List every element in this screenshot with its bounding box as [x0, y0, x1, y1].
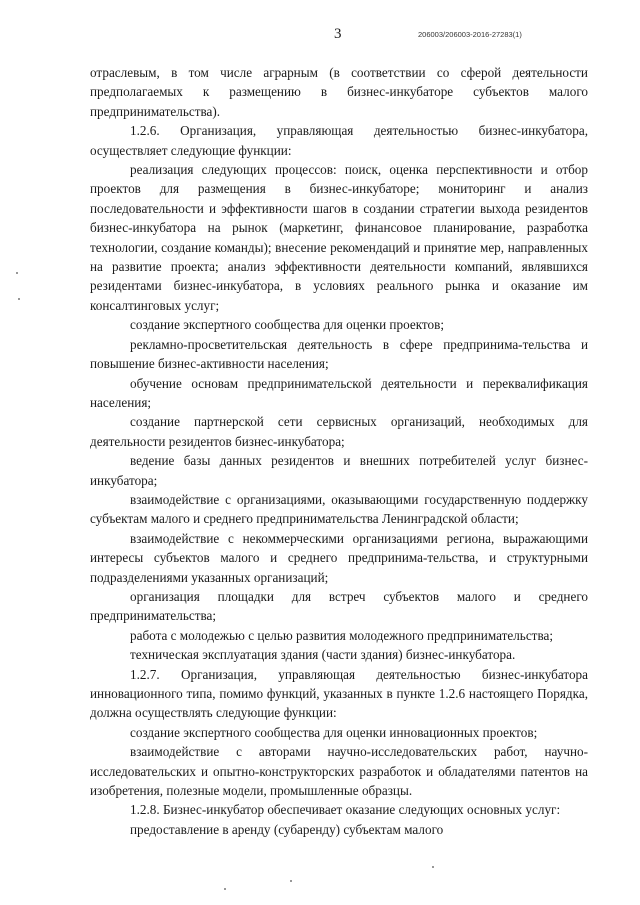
scan-speck — [224, 888, 226, 890]
paragraph: создание партнерской сети сервисных организаций, необходимых для деятельности резидентов бизнес-инкубатора; — [90, 414, 588, 449]
scan-speck — [432, 866, 434, 868]
paragraph: взаимодействие с некоммерческими организациями региона, выражающими интересы субъектов малого и среднего предпринима-тельства, и структурными подразделениями указанных организаций; — [90, 530, 588, 585]
paragraph: создание экспертного сообщества для оценки инновационных проектов; — [130, 724, 538, 740]
paragraph: обучение основам предпринимательской деятельности и переквалификация населения; — [90, 375, 588, 410]
paragraph: отраслевым, в том числе аграрным (в соответствии со сферой деятельности предполагаемых к размещению в бизнес-инкубаторе субъектов малого предпринимательства). — [90, 65, 588, 119]
scan-speck — [18, 298, 20, 300]
page-number: 3 — [334, 26, 342, 42]
paragraph: реализация следующих процессов: поиск, оценка перспективности и отбор проектов для размещения в бизнес-инкубаторе; мониторинг и анализ последовательности и эффективности шагов в создании стратегии выхода резидентов бизнес-инкубатора на рынок (маркетинг, финансовое планирование, разработка технологии, создание команды); внесение рекомендаций и принятие мер, направленных на развитие проекта; анализ эффективности деятельности компаний, являвшихся резидентами бизнес-инкубатора, в условиях реального рынка и оказание им консалтинговых услуг; — [90, 162, 588, 313]
scan-speck — [290, 880, 292, 882]
paragraph: взаимодействие с авторами научно-исследовательских работ, научно-исследовательских и опытно-конструкторских разработок и обладателями патентов на изобретения, полезные модели, промышленные образцы. — [90, 744, 588, 799]
paragraph: создание экспертного сообщества для оценки проектов; — [130, 317, 445, 333]
paragraph: техническая эксплуатация здания (части здания) бизнес-инкубатора. — [130, 647, 516, 663]
paragraph: 1.2.6. Организация, управляющая деятельностью бизнес-инкубатора, осуществляет следующие функции: — [90, 123, 588, 158]
paragraph: работа с молодежью с целью развития молодежного предпринимательства; — [130, 627, 554, 643]
paragraph: рекламно-просветительская деятельность в сфере предпринима-тельства и повышение бизнес-активности населения; — [90, 336, 588, 372]
paragraph: 1.2.7. Организация, управляющая деятельностью бизнес-инкубатора инновационного типа, помимо функций, указанных в пункте 1.2.6 настоящего Порядка, должна осуществлять следующие функции: — [90, 666, 588, 721]
paragraph: предоставление в аренду (субаренду) субъектам малого — [130, 821, 444, 837]
document-id: 206003/206003-2016-27283(1) — [418, 30, 522, 39]
paragraph: организация площадки для встреч субъектов малого и среднего предпринимательства; — [90, 588, 588, 624]
paragraph: ведение базы данных резидентов и внешних потребителей услуг бизнес-инкубатора; — [90, 453, 588, 488]
document-body — [90, 63, 588, 839]
scan-speck — [16, 272, 18, 274]
paragraph: взаимодействие с организациями, оказывающими государственную поддержку субъектам малого и среднего предпринимательства Ленинградской области; — [90, 491, 588, 527]
paragraph: 1.2.8. Бизнес-инкубатор обеспечивает оказание следующих основных услуг: — [130, 802, 561, 818]
